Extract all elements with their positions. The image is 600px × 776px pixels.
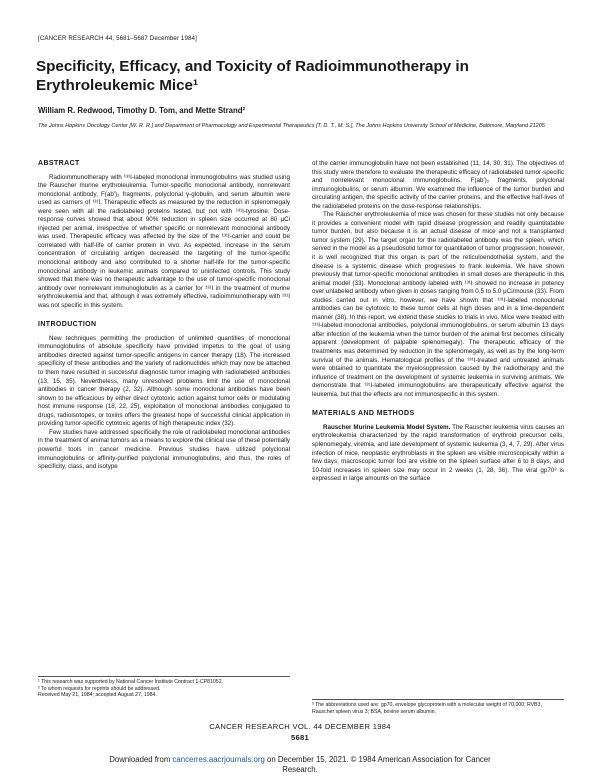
journal-citation: [CANCER RESEARCH 44, 5681–5687 December 1984] xyxy=(38,35,197,42)
methods-text: The Rauscher leukemia virus causes an erythroleukemia characterized by the rapid transformation of erythroid precursor cells, splenomegaly, viremia, and late development of systemic leukemia (3, 4, 7, 29). After virus infection of mice, neoplastic erythroblasts in the spleen are visible microscopically within a few days; macroscopic tumor foci are visible on the spleen surface after 6 to 8 days, and 10-fold increases in spleen size may occur in 2 weeks (1, 28, 36). The viral gp70³ is expressed in large amounts on the surface xyxy=(312,423,564,483)
download-notice xyxy=(0,755,600,774)
footnote-received: Received May 21, 1984; accepted August 27, 1984. xyxy=(38,692,157,699)
article-title: Specificity, Efficacy, and Toxicity of Radioimmunotherapy in Erythroleukemic Mice¹ xyxy=(36,58,469,94)
footnote-reprints: ² To whom requests for reprints should be addressed. xyxy=(38,685,161,692)
left-footnotes xyxy=(38,676,290,699)
footer-journal: CANCER RESEARCH VOL. 44 DECEMBER 1984 xyxy=(209,722,391,731)
right-footnotes xyxy=(312,699,564,715)
right-paragraph-1: of the carrier immunoglobulin have not been established (11, 14, 30, 31). The objectives of this study were therefore to evaluate the therapeutic efficacy of radiolabeled tumor-specific and nonrelevant monoclonal immunoglobulins, F(ab′)₂ fragments, polyclonal immunoglobulins, or serum albumin. We examined the influence of the tumor burden and circulating antigen, the specific activity of the carrier proteins, and the effective half-lives of the radiolabeled proteins on the dose-response relationships. xyxy=(312,160,564,210)
download-suffix: on December 15, 2021. © 1984 American Association for Cancer xyxy=(264,755,491,764)
download-prefix: Downloaded from xyxy=(109,755,173,764)
footnote-funding: ¹ This research was supported by National Cancer Institute Contract 1-CP81052. xyxy=(38,679,224,685)
author-affiliation: The Johns Hopkins Oncology Center [W. R. R.] and Department of Pharmacology and Experimental Therapeutics [T. D. T., M. S.], The Johns Hopkins University School of Medicine, Baltimore, Maryland 21205 xyxy=(38,123,545,129)
introduction-paragraph-1: New techniques permitting the production of unlimited quantities of monoclonal immunoglobulins of absolute specificity have provided impetus to the goal of using antibodies directed against tumor-specific antigens in cancer therapy (18). The increased specificity of these antibodies and the variety of radionuclides which may now be attached to them have resulted in successful diagnostic tumor imaging with radiolabeled antibodies (13, 15, 35). Nevertheless, many unresolved problems limit the use of monoclonal antibodies in cancer therapy (2, 32). Although some monoclonal antibodies have been shown to be efficacious by either direct cytotoxic action against tumor cells or modulating host immune response (18, 22, 25), exploitation of monoclonal antibodies conjugated to drugs, radioisotopes, or toxins offers the greatest hope of successful clinical application in providing tumor-specific cytotoxic agents of high therapeutic index (32). xyxy=(38,334,290,428)
abstract-heading: ABSTRACT xyxy=(38,160,80,167)
left-column xyxy=(38,160,290,472)
journal-link[interactable]: cancerres.aacrjournals.org xyxy=(172,755,265,764)
download-line-2: Research. xyxy=(282,764,318,774)
introduction-heading: INTRODUCTION xyxy=(38,321,97,329)
methods-paragraph xyxy=(312,424,564,484)
right-paragraph-2: The Rauscher erythroleukemia of mice was chosen for these studies not only because it provides a convenient model with rapid disease progression and readily quantitatable tumor burden, but also because it is an actual disease of mice and not a transplanted tumor system (29). The target organ for the radiolabeled antibody was the spleen, which served in the model as a pseudosolid tumor for quantitation of tumor progression; however, it is well recognized that this organ is part of the reticuloendothelial system, and the disease is a systemic disease which progresses to frank leukemia. We have shown previously that tumor-specific monoclonal antibodies in small doses are therapeutic in this animal model (33). Monoclonal antibody labeled with ¹³¹I showed no increase in potency over unlabeled antibody when given in doses ranging from 0.5 to 5.0 μCi/mouse (33). From studies carried out in vitro, however, we have shown that ¹³¹I-labeled monoclonal antibodies can be cytotoxic to these tumor cells at high doses and in a time-dependent manner (38). In this report, we extend these studies to trials in vivo. Mice were treated with ¹³¹I-labeled monoclonal antibodies, polyclonal immunoglobulins, or serum albumin 13 days after infection of the leukemia when the tumor burden of the animal first becomes clinically apparent (development of palpable splenomegaly). The therapeutic efficacy of the treatments was determined by reduction in the splenomegaly, as well as by the long-term survival of the animals. Hematological profiles of the ¹³¹I-treated and untreated animals were obtained to quantitate the myelosuppression caused by the radiotherapy and the influence of treatment on the development of systemic leukemia in surviving animals. We demonstrate that ¹³¹I-labeled immunoglobulins are therapeutically effective against the leukemia, but that the effects are not immunospecific in this system. xyxy=(312,211,565,398)
page-number: 5681 xyxy=(290,733,310,742)
article-authors: William R. Redwood, Timothy D. Tom, and Mette Strand² xyxy=(38,106,246,115)
introduction-paragraph-2: Few studies have addressed specifically the role of radiolabeled monoclonal antibodies in the treatment of animal tumors as a means to explore the clinical use of these potentially powerful tools in cancer medicine. Previous studies have utilized polyclonal immunoglobulins or affinity-purified polyclonal immunoglobulins, and thus, the roles of specificity, class, and isotype xyxy=(38,428,290,471)
abstract-text: Radioimmunotherapy with ¹³¹I-labeled monoclonal immunoglobulins was studied using the Rauscher murine erythroleukemia. Tumor-specific monoclonal antibody, nonrelevant monoclonal antibody, F(ab′)₂ fragments, polyclonal γ-globulin, and serum albumin were used as carriers of ¹³¹I. Therapeutic effects as measured by the reduction in splenomegaly were seen with all the radiolabeled proteins tested, but not with ¹³¹I-tyrosine. Dose-response curves showed that about 90% reduction in spleen size occurred at 80 μCi injected per animal, irrespective of whether specific or nonrelevant monoclonal antibody was used. Therapeutic efficacy was affected by the size of the ¹³¹I-carrier and could be correlated with half-life of carrier protein in vivo. As expected, increase in the serum concentration of circulating antigen decreased the targeting of the tumor-specific monoclonal antibody and also contributed to a shorter half-life for the tumor-specific monoclonal antibody in leukemic animals compared to uninfected controls. This study showed that there was no therapeutic advantage to the use of tumor-specific monoclonal antibody over nonrelevant immunoglobulin as a carrier for ¹³¹I in the treatment of murine erythroleukemia and that, although it was extremely effective, radioimmunotherapy with ¹³¹I was not specific in this system. xyxy=(38,173,290,309)
methods-run-head: Rauscher Murine Leukemia Model System. xyxy=(323,423,451,431)
footnote-abbreviations: ³ The abbreviations used are: gp70, envelope glycoprotein with a molecular weight of 70,000; RVB3, Rauscher spleen virus 3; BSA, bovine serum albumin. xyxy=(312,702,542,715)
methods-heading: MATERIALS AND METHODS xyxy=(312,410,415,418)
right-column xyxy=(312,160,564,484)
